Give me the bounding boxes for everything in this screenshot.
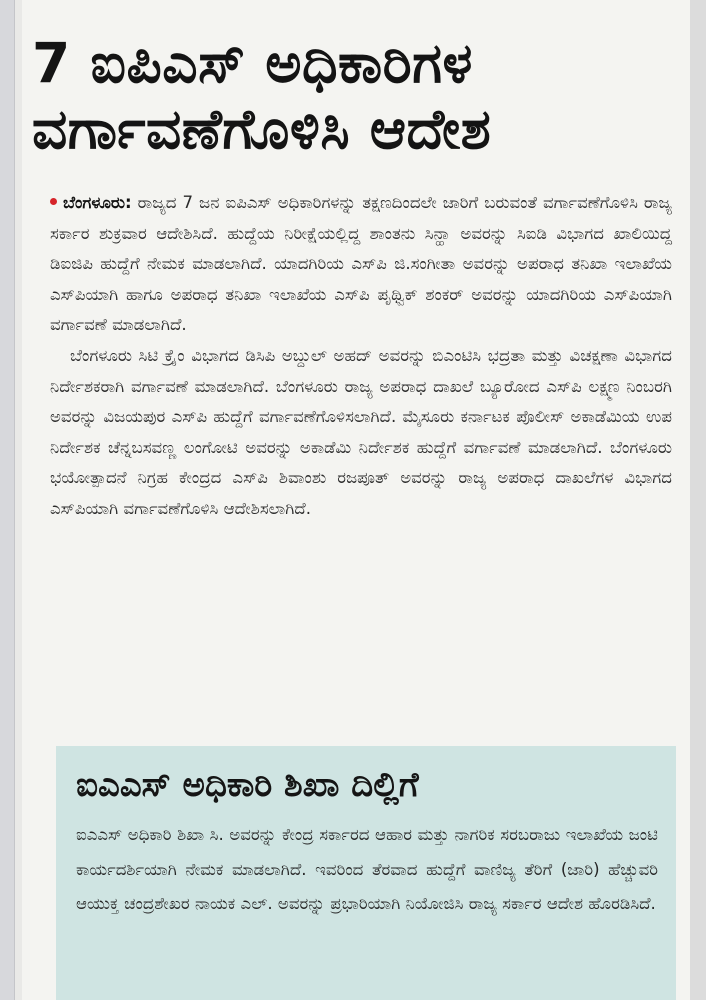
dateline: ಬೆಂಗಳೂರು: [63, 193, 132, 212]
page-margin-left [0, 0, 15, 1000]
article-body [50, 188, 672, 525]
article-headline: 7 ಐಪಿಎಸ್ ಅಧಿಕಾರಿಗಳ ವರ್ಗಾವಣೆಗೊಳಿಸಿ ಆದೇಶ [32, 31, 492, 161]
article-paragraph-2: ಬೆಂಗಳೂರು ಸಿಟಿ ಕ್ರೈಂ ವಿಭಾಗದ ಡಿಸಿಪಿ ಅಬ್ದುಲ್ ಅಹದ್ ಅವರನ್ನು ಬಿಎಂಟಿಸಿ ಭದ್ರತಾ ಮತ್ತು ವಿಚಕ್ಷಣಾ ವಿಭಾಗದ ನಿರ್ದೇಶಕರಾಗಿ ವರ್ಗಾವಣೆ ಮಾಡಲಾಗಿದೆ. ಬೆಂಗಳೂರು ರಾಜ್ಯ ಅಪರಾಧ ದಾಖಲೆ ಬ್ಯೂರೋದ ಎಸ್‌ಪಿ ಲಕ್ಷ್ಮಣ ನಿಂಬರಗಿ ಅವರನ್ನು ವಿಜಯಪುರ ಎಸ್‌ಪಿ ಹುದ್ದೆಗೆ ವರ್ಗಾವಣೆಗೊಳಿಸಲಾಗಿದೆ. ಮೈಸೂರು ಕರ್ನಾಟಕ ಪೊಲೀಸ್ ಅಕಾಡೆಮಿಯ ಉಪ ನಿರ್ದೇಶಕ ಚೆನ್ನಬಸವಣ್ಣ ಲಂಗೋಟಿ ಅವರನ್ನು ಅಕಾಡೆಮಿ ನಿರ್ದೇಶಕ ಹುದ್ದೆಗೆ ವರ್ಗಾವಣೆ ಮಾಡಲಾಗಿದೆ. ಬೆಂಗಳೂರು ಭಯೋತ್ಪಾದನೆ ನಿಗ್ರಹ ಕೇಂದ್ರದ ಎಸ್‌ಪಿ ಶಿವಾಂಶು ರಜಪೂತ್ ಅವರನ್ನು ರಾಜ್ಯ ಅಪರಾಧ ದಾಖಲೆಗಳ ವಿಭಾಗದ ಎಸ್‌ಪಿಯಾಗಿ ವರ್ಗಾವಣೆಗೊಳಿಸಿ ಆದೇಶಿಸಲಾಗಿದೆ. [50, 345, 672, 518]
sidebar-text: ಐಎಎಸ್ ಅಧಿಕಾರಿ ಶಿಖಾ ಸಿ. ಅವರನ್ನು ಕೇಂದ್ರ ಸರ್ಕಾರದ ಆಹಾರ ಮತ್ತು ನಾಗರಿಕ ಸರಬರಾಜು ಇಲಾಖೆಯ ಜಂಟಿ ಕಾರ್ಯದರ್ಶಿಯಾಗಿ ನೇಮಕ ಮಾಡಲಾಗಿದೆ. ಇವರಿಂದ ತೆರವಾದ ಹುದ್ದೆಗೆ ವಾಣಿಜ್ಯ ತೆರಿಗೆ (ಜಾರಿ) ಹೆಚ್ಚುವರಿ ಆಯುಕ್ತ ಚಂದ್ರಶೇಖರ ನಾಯಕ ಎಲ್. ಅವರನ್ನು ಪ್ರಭಾರಿಯಾಗಿ ನಿಯೋಜಿಸಿ ರಾಜ್ಯ ಸರ್ಕಾರ ಆದೇಶ ಹೊರಡಿಸಿದೆ. [76, 825, 659, 913]
bullet-icon [50, 198, 57, 205]
sidebar-title: ಐಎಎಸ್ ಅಧಿಕಾರಿ ಶಿಖಾ ದಿಲ್ಲಿಗೆ [76, 765, 419, 805]
paragraph-1-text: ರಾಜ್ಯದ 7 ಜನ ಐಪಿಎಸ್ ಅಧಿಕಾರಿಗಳನ್ನು ತಕ್ಷಣದಿಂದಲೇ ಜಾರಿಗೆ ಬರುವಂತೆ ವರ್ಗಾವಣೆಗೊಳಿಸಿ ರಾಜ್ಯ ಸರ್ಕಾರ ಶುಕ್ರವಾರ ಆದೇಶಿಸಿದೆ. ಹುದ್ದೆಯ ನಿರೀಕ್ಷೆಯಲ್ಲಿದ್ದ ಶಾಂತನು ಸಿನ್ಹಾ ಅವರನ್ನು ಸಿಐಡಿ ವಿಭಾಗದ ಖಾಲಿಯಿದ್ದ ಡಿಐಜಿಪಿ ಹುದ್ದೆಗೆ ನೇಮಕ ಮಾಡಲಾಗಿದೆ. ಯಾದಗಿರಿಯ ಎಸ್‌ಪಿ ಜಿ.ಸಂಗೀತಾ ಅವರನ್ನು ಅಪರಾಧ ತನಿಖಾ ಇಲಾಖೆಯ ಎಸ್‌ಪಿಯಾಗಿ ಹಾಗೂ ಅಪರಾಧ ತನಿಖಾ ಇಲಾಖೆಯ ಎಸ್‌ಪಿ ಪೃಥ್ವಿಕ್ ಶಂಕರ್ ಅವರನ್ನು ಯಾದಗಿರಿಯ ಎಸ್‌ಪಿಯಾಗಿ ವರ್ಗಾವಣೆ ಮಾಡಲಾಗಿದೆ. [50, 193, 672, 335]
article-paragraph-1 [50, 188, 672, 341]
sidebar-box [56, 746, 676, 1000]
page-margin-right [690, 0, 706, 1000]
